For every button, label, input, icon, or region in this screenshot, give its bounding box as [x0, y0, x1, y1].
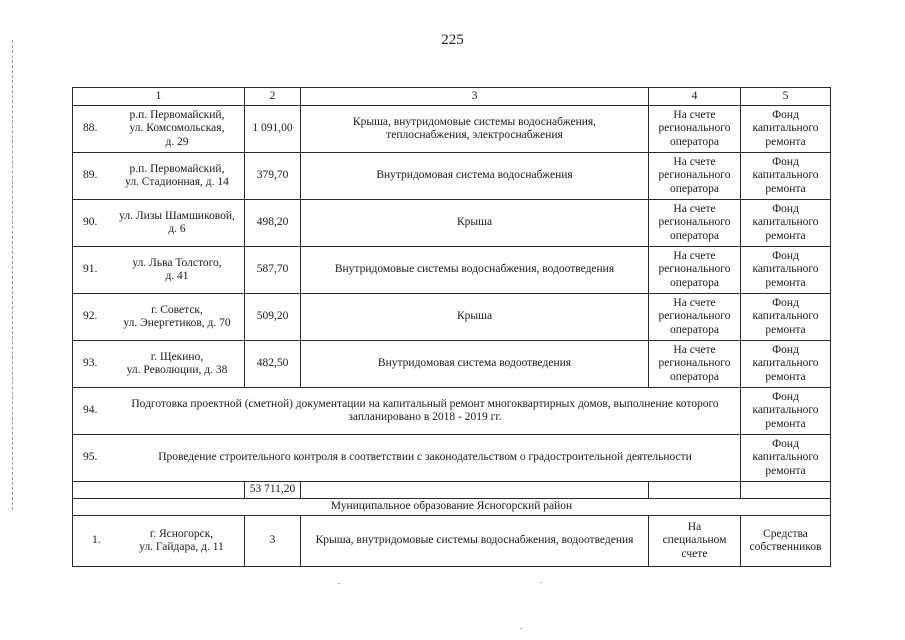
- account-cell-line: регионального: [658, 216, 731, 229]
- row-number: 93.: [83, 357, 98, 370]
- source-cell-line: ремонта: [765, 417, 806, 430]
- address: [113, 109, 241, 150]
- header-col-5: 5: [741, 88, 831, 106]
- account-cell-line: оператора: [669, 276, 720, 289]
- source-cell-line: капитального: [752, 216, 819, 229]
- account-cell-line: регионального: [658, 169, 731, 182]
- address-cell: [73, 200, 245, 247]
- account-cell-line: регионального: [658, 357, 731, 370]
- description-cell: [73, 388, 741, 435]
- address: [113, 351, 241, 378]
- account-cell: [649, 200, 741, 247]
- area-cell: 498,20: [245, 200, 301, 247]
- description: [113, 451, 737, 465]
- address-line: д. 29: [165, 135, 189, 148]
- works-cell: [301, 516, 649, 567]
- works-cell-line: Внутридомовая система водоснабжения: [376, 169, 573, 182]
- address-line: ул. Комсомольская,: [129, 122, 225, 135]
- account-cell-line: оператора: [669, 182, 720, 195]
- address-cell: [73, 341, 245, 388]
- header-col-3: 3: [301, 88, 649, 106]
- address-cell: [73, 516, 245, 567]
- row-number: 90.: [83, 216, 98, 229]
- row-number: 88.: [83, 122, 98, 135]
- address-line: д. 6: [168, 223, 186, 235]
- address: [113, 257, 241, 284]
- source-cell-line: Фонд: [772, 155, 799, 168]
- works-cell-line: Внутридомовые системы водоснабжения, водоотведения: [334, 263, 615, 276]
- source-cell: [741, 294, 831, 341]
- section-title: Муниципальное образование Ясногорский район: [73, 499, 831, 516]
- area-cell: 587,70: [245, 247, 301, 294]
- total-value: 53 711,20: [245, 482, 301, 499]
- account-cell-line: оператора: [669, 229, 720, 242]
- scan-speck: [338, 583, 340, 584]
- table-row: [73, 200, 831, 247]
- works-cell-line: Крыша: [456, 216, 493, 229]
- source-cell-line: ремонта: [765, 370, 806, 383]
- address-line: ул. Гайдара, д. 11: [139, 541, 224, 553]
- account-cell-line: На: [687, 520, 702, 533]
- repair-plan-table: [72, 87, 831, 567]
- address-line: г. Советск,: [151, 303, 203, 316]
- source-cell-line: капитального: [752, 169, 819, 182]
- source-cell-line: капитального: [752, 122, 819, 135]
- source-cell-line: Фонд: [772, 343, 799, 356]
- table-row: [73, 516, 831, 567]
- header-col-4: 4: [649, 88, 741, 106]
- source-cell-line: ремонта: [765, 229, 806, 242]
- source-cell-line: капитального: [752, 357, 819, 370]
- works-cell: [301, 106, 649, 153]
- address-line: г. Щекино,: [150, 350, 204, 363]
- address-cell: [73, 247, 245, 294]
- source-cell-line: ремонта: [765, 135, 806, 148]
- area-cell: 3: [245, 516, 301, 567]
- account-cell-line: регионального: [658, 122, 731, 135]
- works-cell: [301, 341, 649, 388]
- scan-speck: [540, 582, 542, 583]
- source-cell-line: Фонд: [772, 202, 799, 215]
- address-line: ул. Лизы Шамшиковой,: [119, 209, 235, 222]
- works-cell-line: Крыша: [456, 310, 493, 323]
- account-cell: [649, 516, 741, 567]
- account-cell-line: На счете: [673, 343, 716, 356]
- works-cell-line: Крыша, внутридомовые системы водоснабжения,: [352, 115, 597, 128]
- works-cell: [301, 247, 649, 294]
- section-row: [73, 499, 831, 516]
- total-empty-cell: [301, 482, 649, 499]
- account-cell: [649, 153, 741, 200]
- source-cell: [741, 153, 831, 200]
- area-cell: 1 091,00: [245, 106, 301, 153]
- area-cell: 509,20: [245, 294, 301, 341]
- source-cell: [741, 247, 831, 294]
- source-cell: [741, 200, 831, 247]
- source-cell-line: Фонд: [772, 108, 799, 121]
- header-col-1: 1: [73, 88, 245, 106]
- address-line: р.п. Первомайский,: [129, 108, 225, 121]
- source-cell: [741, 388, 831, 435]
- source-cell-line: Фонд: [772, 296, 799, 309]
- address-line: г. Ясногорск,: [149, 527, 214, 540]
- account-cell: [649, 294, 741, 341]
- address: [113, 210, 241, 237]
- address-cell: [73, 106, 245, 153]
- table-row: [73, 153, 831, 200]
- description-line: Проведение строительного контроля в соответствии с законодательством о градостроительной деятельности: [158, 451, 692, 464]
- address-line: д. 41: [165, 270, 189, 282]
- description-line: Подготовка проектной (сметной) документации на капитальный ремонт многоквартирных домов, выполнение которого: [131, 397, 719, 410]
- header-col-2: 2: [245, 88, 301, 106]
- works-cell: [301, 153, 649, 200]
- source-cell: [741, 341, 831, 388]
- account-cell-line: оператора: [669, 135, 720, 148]
- address-line: ул. Энергетиков, д. 70: [123, 317, 231, 329]
- total-empty-cell: [73, 482, 245, 499]
- source-cell-line: ремонта: [765, 276, 806, 289]
- source-cell-line: собственников: [749, 541, 822, 553]
- page-number: 225: [441, 32, 464, 48]
- total-row: [73, 482, 831, 499]
- address-line: ул. Льва Толстого,: [132, 256, 222, 269]
- account-cell-line: На счете: [673, 108, 716, 121]
- address-line: р.п. Первомайский,: [129, 162, 225, 175]
- source-cell-line: капитального: [752, 404, 819, 417]
- works-cell: [301, 294, 649, 341]
- row-number: 92.: [83, 310, 98, 323]
- area-cell: 379,70: [245, 153, 301, 200]
- margin-rule: [12, 40, 13, 510]
- address-line: ул. Стадионная, д. 14: [125, 176, 229, 188]
- address: [122, 528, 241, 555]
- account-cell-line: регионального: [658, 263, 731, 276]
- account-cell-line: На счете: [673, 249, 716, 262]
- row-number: 1.: [92, 534, 101, 547]
- address-cell: [73, 294, 245, 341]
- works-cell-line: теплоснабжения, электроснабжения: [386, 129, 563, 141]
- account-cell-line: На счете: [673, 202, 716, 215]
- works-cell-line: Внутридомовая система водоотведения: [377, 357, 572, 370]
- account-cell: [649, 341, 741, 388]
- account-cell-line: регионального: [658, 310, 731, 323]
- row-number: 94.: [83, 404, 98, 417]
- works-cell-line: Крыша, внутридомовые системы водоснабжения, водоотведения: [315, 534, 634, 547]
- table-row: [73, 294, 831, 341]
- address: [113, 163, 241, 190]
- source-cell-line: Фонд: [772, 390, 799, 403]
- row-number: 95.: [83, 451, 98, 464]
- row-number: 89.: [83, 169, 98, 182]
- source-cell-line: Средства: [763, 527, 808, 540]
- account-cell-line: оператора: [669, 323, 720, 336]
- table-row: [73, 247, 831, 294]
- source-cell: [741, 435, 831, 482]
- table-row-summary: [73, 388, 831, 435]
- address: [113, 304, 241, 331]
- account-cell-line: оператора: [669, 370, 720, 383]
- table-body: [73, 88, 831, 567]
- header-row: [73, 88, 831, 106]
- address-cell: [73, 153, 245, 200]
- scan-speck: [520, 628, 522, 629]
- row-number: 91.: [83, 263, 98, 276]
- table-row: [73, 106, 831, 153]
- account-cell-line: специальном: [662, 534, 727, 547]
- source-cell-line: ремонта: [765, 323, 806, 336]
- address-line: ул. Революции, д. 38: [126, 364, 228, 376]
- source-cell-line: капитального: [752, 310, 819, 323]
- description-line: запланировано в 2018 - 2019 гг.: [348, 411, 502, 423]
- source-cell-line: Фонд: [772, 437, 799, 450]
- account-cell-line: На счете: [673, 296, 716, 309]
- source-cell: [741, 106, 831, 153]
- total-empty-cell: [741, 482, 831, 499]
- description: [113, 398, 737, 425]
- source-cell-line: ремонта: [765, 182, 806, 195]
- source-cell-line: капитального: [752, 263, 819, 276]
- source-cell-line: капитального: [752, 451, 819, 464]
- account-cell-line: На счете: [673, 155, 716, 168]
- description-cell: [73, 435, 741, 482]
- works-cell: [301, 200, 649, 247]
- table-row-summary: [73, 435, 831, 482]
- account-cell: [649, 106, 741, 153]
- total-empty-cell: [649, 482, 741, 499]
- account-cell-line: счете: [681, 547, 708, 560]
- source-cell-line: Фонд: [772, 249, 799, 262]
- area-cell: 482,50: [245, 341, 301, 388]
- account-cell: [649, 247, 741, 294]
- source-cell-line: ремонта: [765, 464, 806, 477]
- table-row: [73, 341, 831, 388]
- source-cell: [741, 516, 831, 567]
